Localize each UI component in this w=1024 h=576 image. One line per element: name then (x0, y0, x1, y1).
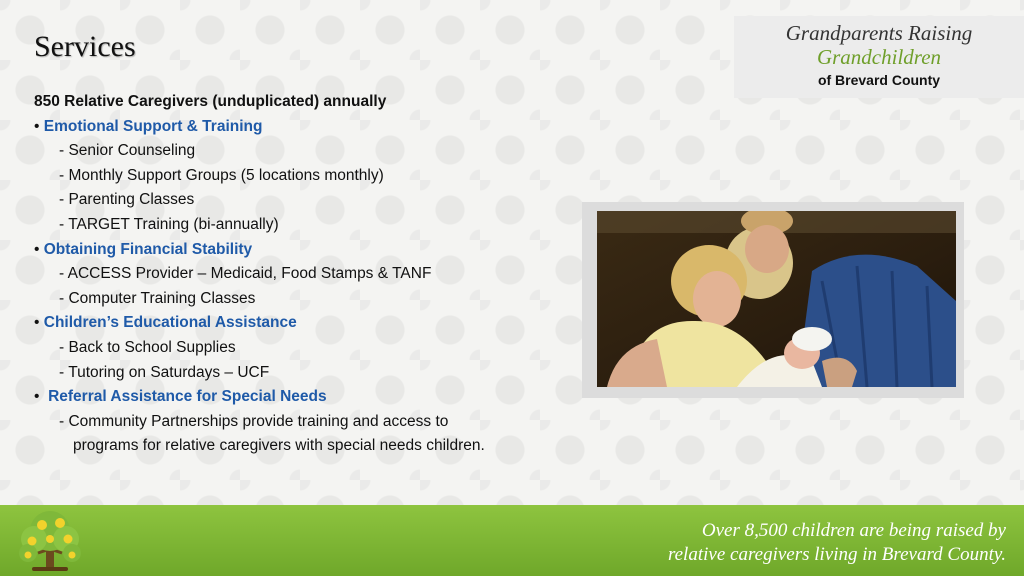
bullet: • (34, 240, 40, 258)
footer-statement (668, 519, 1006, 567)
logo-line-1: Grandparents Raising (785, 21, 973, 45)
footer-line-1: Over 8,500 children are being raised by (701, 520, 1006, 541)
list-item: - Back to School Supplies (59, 338, 236, 356)
org-logo (734, 16, 1024, 98)
section-heading (34, 385, 574, 410)
list-item: - Monthly Support Groups (5 locations monthly) (59, 166, 384, 184)
section-heading-text: Obtaining Financial Stability (43, 240, 253, 258)
footer-bar (0, 505, 1024, 576)
section-heading (34, 311, 574, 336)
bullet: • (34, 117, 40, 135)
list-item: - Computer Training Classes (59, 289, 256, 307)
tree-logo-icon (6, 509, 94, 573)
list-item: - Tutoring on Saturdays – UCF (59, 363, 270, 381)
section-heading-text: Emotional Support & Training (43, 117, 263, 135)
bullet: • (34, 314, 40, 332)
section-heading-text: Referral Assistance for Special Needs (48, 388, 327, 406)
services-list (34, 90, 574, 459)
footer-line-2: relative caregivers living in Brevard County. (667, 544, 1006, 565)
bullet: • (34, 388, 40, 406)
page-title: Services (34, 30, 136, 63)
section-heading (34, 238, 574, 263)
logo-line-3: of Brevard County (817, 72, 941, 88)
list-item: - Parenting Classes (59, 191, 195, 209)
section-heading-text: Children’s Educational Assistance (43, 314, 297, 332)
section-heading (34, 115, 574, 140)
list-item-continuation: programs for relative caregivers with special needs children. (73, 437, 485, 455)
photo-frame (582, 202, 964, 398)
list-item: - Senior Counseling (59, 142, 196, 160)
list-item: - TARGET Training (bi-annually) (59, 215, 279, 233)
family-photo (597, 211, 956, 387)
list-item: - ACCESS Provider – Medicaid, Food Stamps & TANF (59, 265, 432, 283)
caregivers-count: 850 Relative Caregivers (unduplicated) annually (34, 93, 387, 110)
list-item: - Community Partnerships provide training and access to (59, 412, 449, 430)
logo-line-2: Grandchildren (816, 45, 942, 69)
